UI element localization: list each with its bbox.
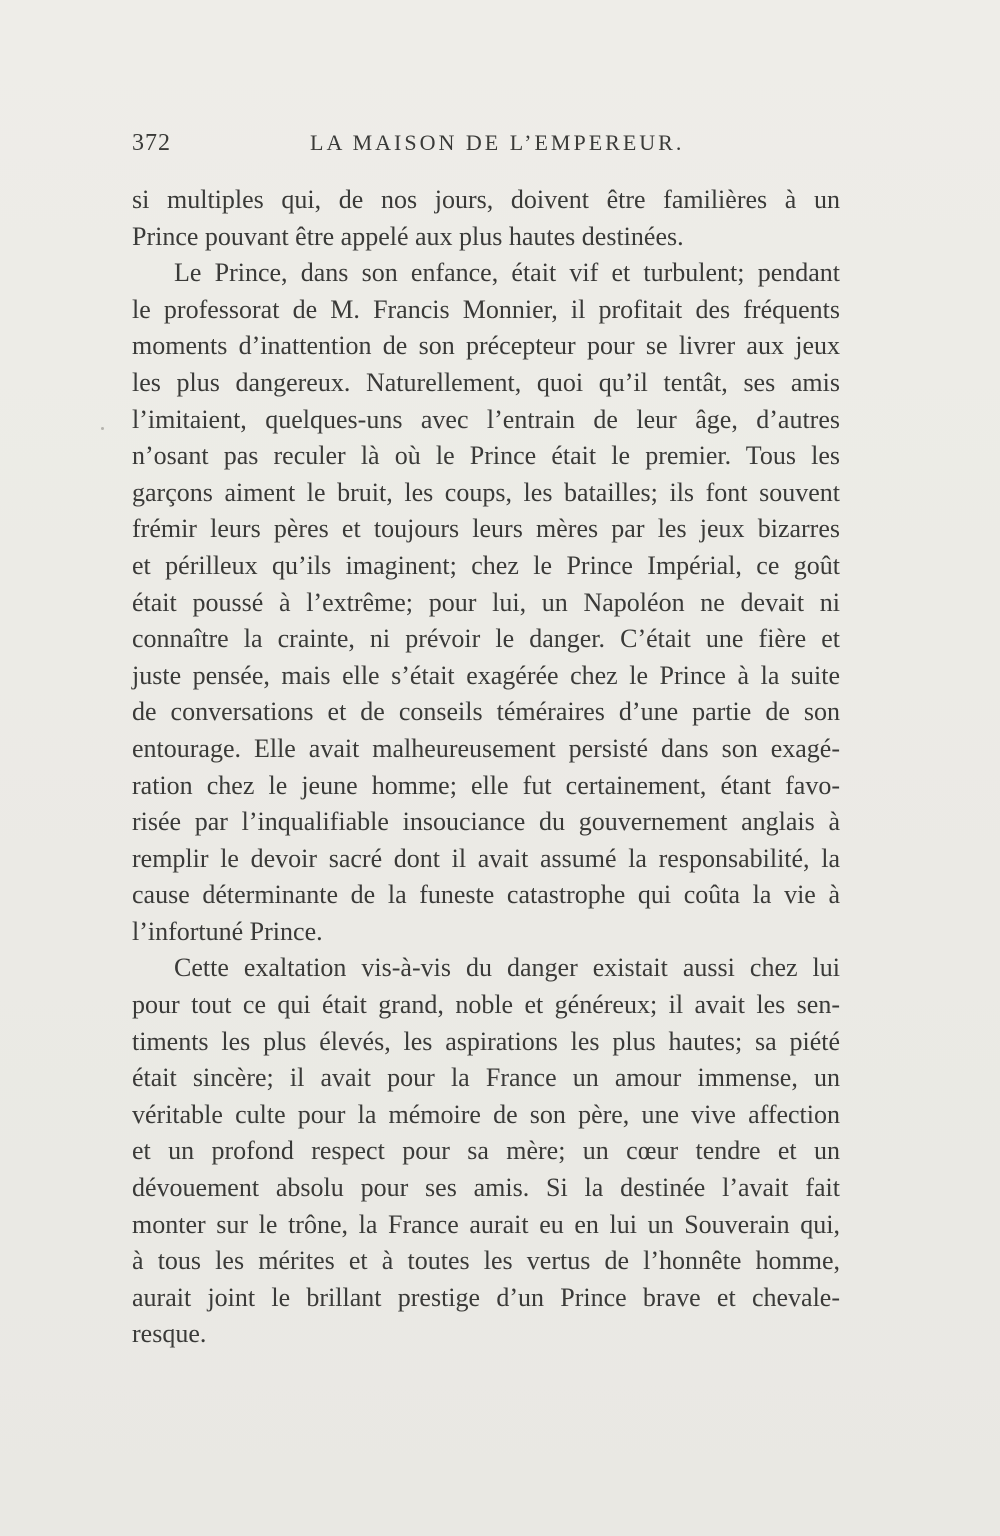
paragraph [132, 255, 840, 950]
body-text [132, 182, 840, 1353]
text-line: si multiples qui, de nos jours, doivent être familières à un [132, 185, 840, 214]
running-head [132, 130, 840, 164]
paragraph [132, 950, 840, 1353]
text-line: était sincère; il avait pour la France un amour immense, un [132, 1063, 840, 1093]
text-line: était poussé à l’extrême; pour lui, un Napoléon ne devait ni [132, 587, 840, 617]
text-line: les plus dangereux. Naturellement, quoi qu’il tentât, ses amis [132, 367, 840, 397]
text-line: le professorat de M. Francis Monnier, il profitait des fréquents [132, 294, 840, 324]
text-line: remplir le devoir sacré dont il avait assumé la responsabilité, la [132, 843, 840, 873]
text-line: timents les plus élevés, les aspirations les plus hautes; sa piété [132, 1026, 840, 1056]
text-line: frémir leurs pères et toujours leurs mères par les jeux bizarres [132, 514, 840, 544]
text-line: garçons aiment le bruit, les coups, les batailles; ils font souvent [132, 477, 840, 507]
paper-speck [101, 427, 104, 430]
text-line: l’infortuné Prince. [132, 916, 323, 946]
text-line: moments d’inattention de son précepteur pour se livrer aux jeux [132, 331, 840, 361]
text-line: aurait joint le brillant prestige d’un Prince brave et chevale- [132, 1282, 840, 1312]
text-line: Cette exaltation vis-à-vis du danger existait aussi chez lui [174, 953, 840, 983]
text-line: cause déterminante de la funeste catastrophe qui coûta la vie à [132, 880, 840, 910]
text-line: entourage. Elle avait malheureusement persisté dans son exagé- [132, 733, 840, 763]
text-line: juste pensée, mais elle s’était exagérée chez le Prince à la suite [132, 660, 840, 690]
text-line: ration chez le jeune homme; elle fut certainement, étant favo- [132, 770, 840, 800]
text-line: Prince pouvant être appelé aux plus hautes destinées. [132, 221, 684, 251]
text-line: de conversations et de conseils téméraires d’une partie de son [132, 697, 840, 727]
text-line: pour tout ce qui était grand, noble et généreux; il avait les sen- [132, 990, 840, 1020]
text-line: dévouement absolu pour ses amis. Si la destinée l’avait fait [132, 1173, 840, 1203]
text-line: l’imitaient, quelques-uns avec l’entrain de leur âge, d’autres [132, 404, 840, 434]
text-line: monter sur le trône, la France aurait eu en lui un Souverain qui, [132, 1209, 840, 1239]
paragraph [132, 182, 840, 255]
text-line: resque. [132, 1319, 207, 1349]
running-title: LA MAISON DE L’EMPEREUR. [310, 130, 685, 155]
page-number: 372 [132, 130, 171, 156]
text-line: et un profond respect pour sa mère; un cœur tendre et un [132, 1136, 840, 1166]
text-line: connaître la crainte, ni prévoir le danger. C’était une fière et [132, 624, 840, 654]
text-line: risée par l’inqualifiable insouciance du gouvernement anglais à [132, 807, 840, 837]
text-line: n’osant pas reculer là où le Prince était le premier. Tous les [132, 441, 840, 471]
text-line: véritable culte pour la mémoire de son père, une vive affection [132, 1099, 840, 1129]
text-line: et périlleux qu’ils imaginent; chez le Prince Impérial, ce goût [132, 550, 840, 580]
text-line: à tous les mérites et à toutes les vertus de l’honnête homme, [132, 1246, 840, 1276]
text-line: Le Prince, dans son enfance, était vif et turbulent; pendant [174, 258, 840, 288]
